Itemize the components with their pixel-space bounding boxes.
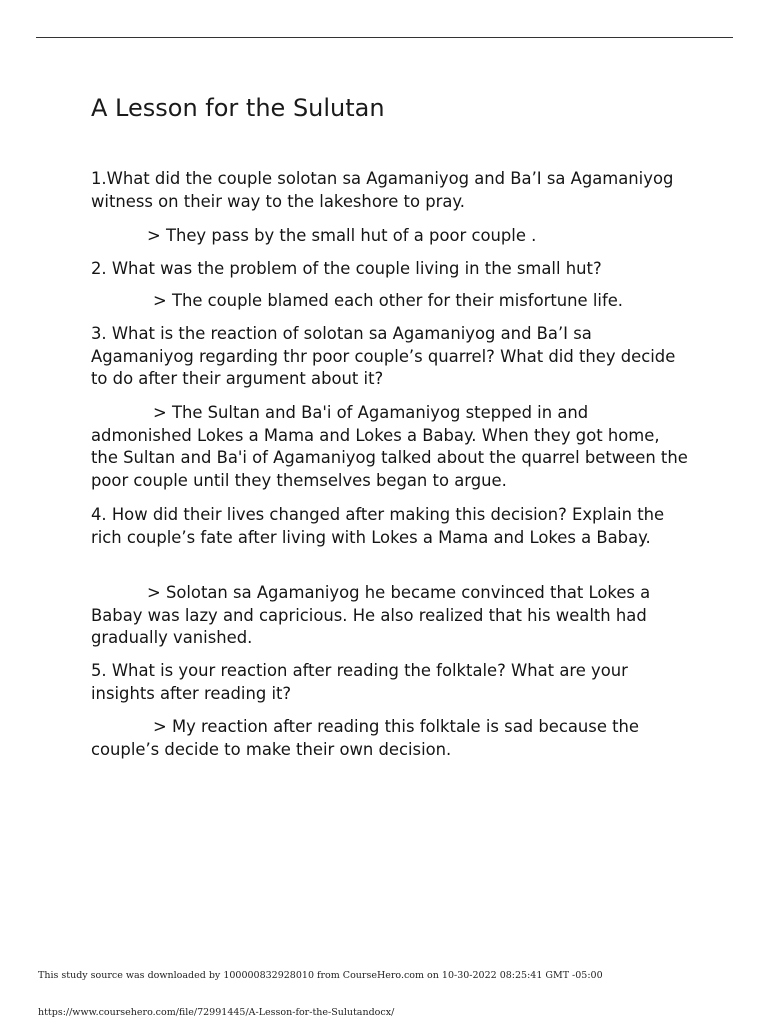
- question-4: 4. How did their lives changed after making this decision? Explain the rich couple’s fate after living with Lokes a Mama and Lokes a Babay.: [91, 505, 665, 547]
- question-5: 5. What is your reaction after reading the folktale? What are your insights after reading it?: [91, 661, 628, 703]
- answer-1: [91, 225, 691, 248]
- answer-4-text: > Solotan sa Agamaniyog he became convinced that Lokes a Babay was lazy and capricious. He also realized that his wealth had gradually vanished.: [91, 583, 651, 647]
- answer-4: [91, 582, 691, 650]
- question-3: 3. What is the reaction of solotan sa Agamaniyog and Ba’I sa Agamaniyog regarding thr poor couple’s quarrel? What did they decide to do after their argument about it?: [91, 324, 676, 388]
- document-title: A Lesson for the Sulutan: [91, 94, 385, 122]
- answer-5: [91, 716, 691, 761]
- answer-1-text: > They pass by the small hut of a poor couple .: [147, 226, 537, 245]
- download-source-note: This study source was downloaded by 100000832928010 from CourseHero.com on 10-30-2022 08:25:41 GMT -05:00: [38, 970, 603, 981]
- question-2: 2. What was the problem of the couple living in the small hut?: [91, 259, 602, 278]
- answer-3: [91, 402, 691, 492]
- answer-2-text: > The couple blamed each other for their misfortune life.: [153, 291, 624, 310]
- answer-3-text: > The Sultan and Ba'i of Agamaniyog stepped in and admonished Lokes a Mama and Lokes a Babay. When they got home, the Sultan and Ba'i of Agamaniyog talked about the quarrel between the poor couple until they themselves began to argue.: [91, 403, 688, 490]
- question-1: 1.What did the couple solotan sa Agamaniyog and Ba’I sa Agamaniyog witness on their way to the lakeshore to pray.: [91, 169, 674, 211]
- top-divider: [36, 37, 733, 38]
- answer-5-text: > My reaction after reading this folktale is sad because the couple’s decide to make their own decision.: [91, 717, 640, 759]
- answer-2: [91, 290, 691, 313]
- source-url: https://www.coursehero.com/file/72991445/A-Lesson-for-the-Sulutandocx/: [38, 1007, 395, 1018]
